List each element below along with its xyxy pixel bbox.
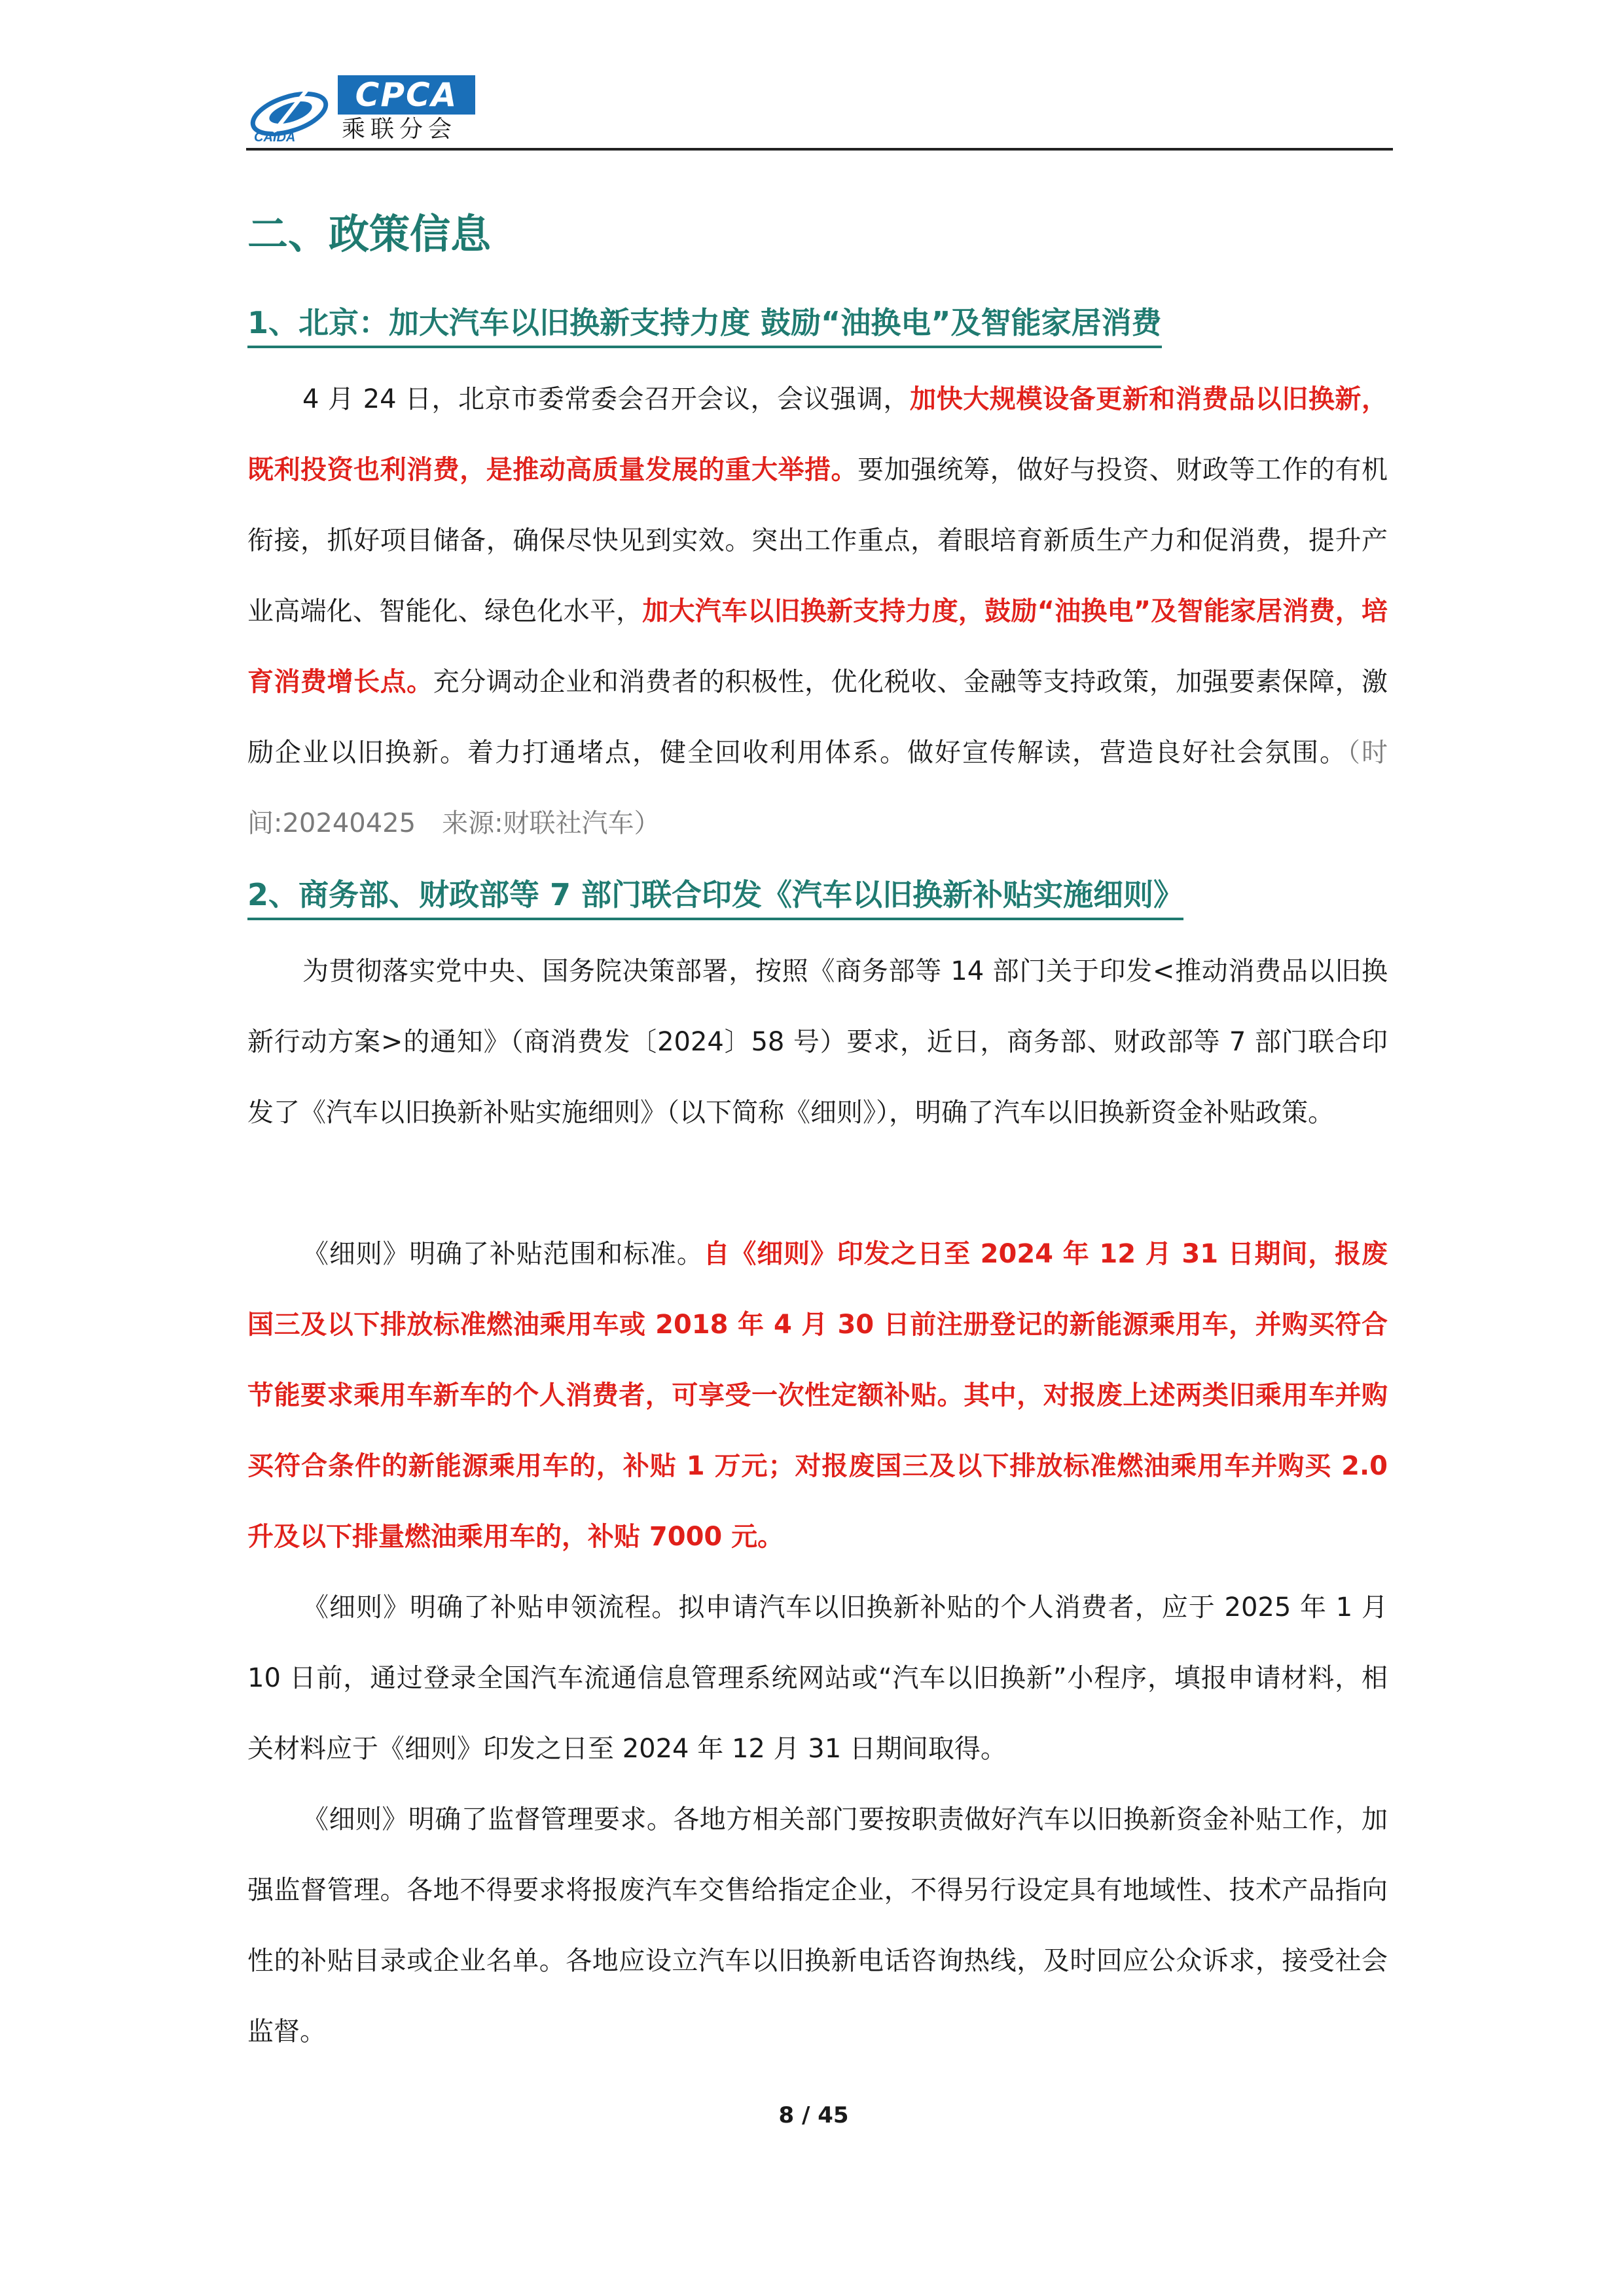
article-2-paragraph-2	[247, 1219, 1388, 1572]
article-2-paragraph-4: 《细则》明确了监督管理要求。各地方相关部门要按职责做好汽车以旧换新资金补贴工作，加强监督管理。各地不得要求将报废汽车交售给指定企业，不得另行设定具有地域性、技术产品指向性的补贴目录或企业名单。各地应设立汽车以旧换新电话咨询热线，及时回应公众诉求，接受社会监督。	[247, 1804, 1388, 2047]
article-1-title: 1、北京：加大汽车以旧换新支持力度 鼓励“油换电”及智能家居消费	[247, 302, 1162, 348]
logo-subtitle: 乘联分会	[342, 116, 458, 143]
section-title: 二、政策信息	[247, 210, 492, 258]
article-1-body	[247, 364, 1388, 859]
logo-cpca-text: CPCA	[338, 75, 475, 115]
header-divider	[246, 148, 1393, 151]
article-1-source: （时间:20240425 来源:财联社汽车）	[247, 738, 1388, 838]
article-1-text-c: 要加强统筹，做好与投资、财政等工作的有机衔接，抓好项目储备，确保尽快见到实效。突出工作重点，着眼培育新质生产力和促消费，提升产业高端化、智能化、绿色化水平，	[247, 455, 1388, 626]
logo-mark-text: CAIDA	[254, 130, 296, 145]
page-number: 8 / 45	[778, 2102, 849, 2128]
article-1-highlight-2: 加大汽车以旧换新支持力度，鼓励“油换电”及智能家居消费，培育消费增长点。	[247, 596, 1388, 697]
article-2-title: 2、商务部、财政部等 7 部门联合印发《汽车以旧换新补贴实施细则》	[247, 874, 1183, 920]
article-2-highlight: 自《细则》印发之日至 2024 年 12 月 31 日期间，报废国三及以下排放标准燃油乘用车或 2018 年 4 月 30 日前注册登记的新能源乘用车，并购买符合节能要求乘用车新车的个人消费者，可享受一次性定额补贴。其中，对报废上述两类旧乘用车并购买符合条件的新能源乘用车的，补贴 1 万元；对报废国三及以下排放标准燃油乘用车并购买 2.0 升及以下排量燃油乘用车的，补贴 7000 元。	[247, 1239, 1388, 1552]
article-1-highlight-1: 加快大规模设备更新和消费品以旧换新，既利投资也利消费，是推动高质量发展的重大举措。	[247, 384, 1388, 485]
article-2-p2-lead: 《细则》明确了补贴范围和标准。	[302, 1239, 704, 1269]
article-2-paragraph-1: 为贯彻落实党中央、国务院决策部署，按照《商务部等 14 部门关于印发<推动消费品以旧换新行动方案>的通知》（商消费发〔2024〕58 号）要求，近日，商务部、财政部等 7 部门联合印发了《汽车以旧换新补贴实施细则》（以下简称《细则》），明确了汽车以旧换新资金补贴政策。	[247, 956, 1388, 1128]
article-1-text-e: 充分调动企业和消费者的积极性，优化税收、金融等支持政策，加强要素保障，激励企业以旧换新。着力打通堵点，健全回收利用体系。做好宣传解读，营造良好社会氛围。	[247, 667, 1388, 768]
article-1-text-a: 4 月 24 日，北京市委常委会召开会议，会议强调，	[302, 384, 911, 414]
article-2-paragraph-3: 《细则》明确了补贴申领流程。拟申请汽车以旧换新补贴的个人消费者，应于 2025 年 1 月 10 日前，通过登录全国汽车流通信息管理系统网站或“汽车以旧换新”小程序，填报申请材料，相关材料应于《细则》印发之日至 2024 年 12 月 31 日期间取得。	[247, 1592, 1388, 1764]
